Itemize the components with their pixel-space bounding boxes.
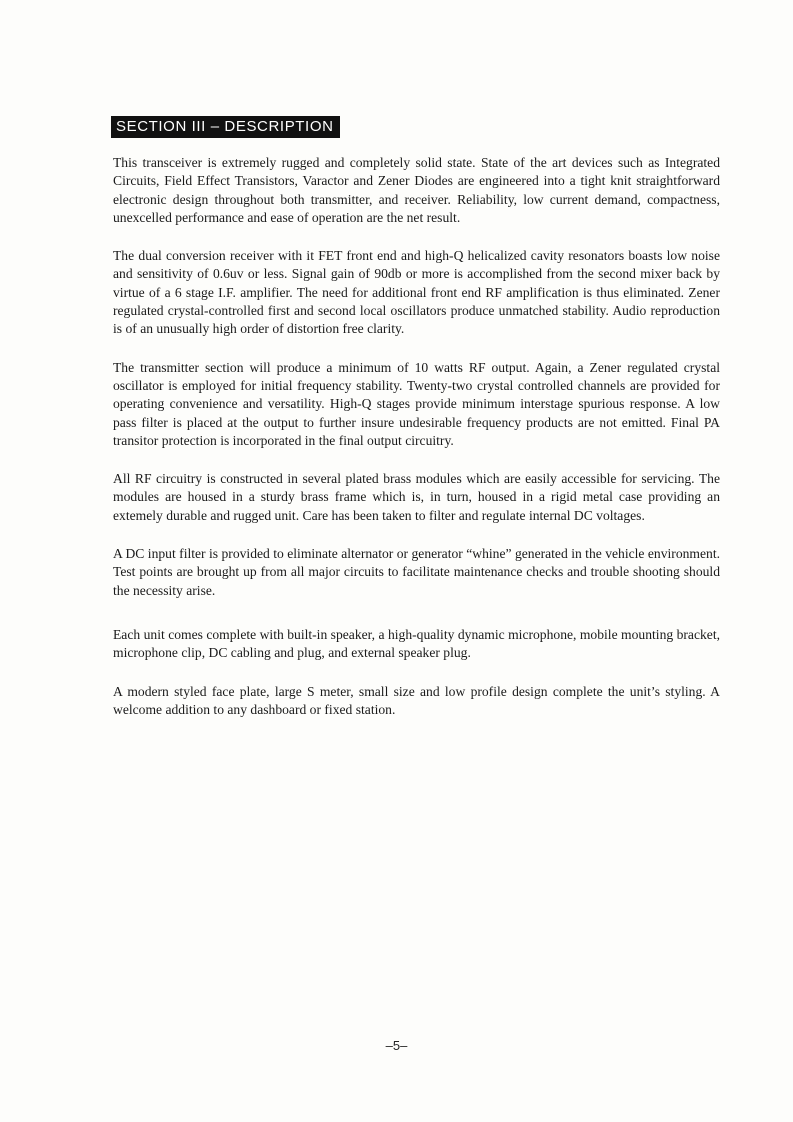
paragraph-styling: A modern styled face plate, large S meter, small size and low profile design complete the unit’s styling. A welcome addition to any dashboard or fixed station. bbox=[113, 683, 720, 717]
paragraph-transmitter: The transmitter section will produce a minimum of 10 watts RF output. Again, a Zener regulated crystal oscillator is employed for initial frequency stability. Twenty-two crystal controlled channels are provided for operating convenience and versatility. High-Q stages provide minimum interstage spurious response. A low pass filter is placed at the output to further insure undesirable frequency products are not emitted. Final PA transitor protection is incorporated in the final output circuitry. bbox=[113, 359, 720, 448]
body-text bbox=[113, 154, 720, 739]
paragraph-receiver: The dual conversion receiver with it FET front end and high-Q helicalized cavity resonators boasts low noise and sensitivity of 0.6uv or less. Signal gain of 90db or more is accomplished from the second mixer back by virtue of a 6 stage I.F. amplifier. The need for additional front end RF amplification is thus eliminated. Zener regulated crystal-controlled first and second local oscillators produce unmatched stability. Audio reproduction is of an unusually high order of distortion free clarity. bbox=[113, 248, 720, 337]
paragraph-dc-filter: A DC input filter is provided to eliminate alternator or generator “whine” generated in the vehicle environment. Test points are brought up from all major circuits to facilitate maintenance checks and trouble shooting should the necessity arise. bbox=[113, 546, 720, 598]
section-heading: SECTION III – DESCRIPTION bbox=[111, 116, 340, 138]
page-number: –5– bbox=[385, 1038, 408, 1053]
paragraph-accessories: Each unit comes complete with built-in speaker, a high-quality dynamic microphone, mobile mounting bracket, microphone clip, DC cabling and plug, and external speaker plug. bbox=[113, 626, 720, 661]
paragraph-rf-circuitry: All RF circuitry is constructed in several plated brass modules which are easily accessible for servicing. The modules are housed in a sturdy brass frame which is, in turn, housed in a rigid metal case providing an extemely durable and rugged unit. Care has been taken to filter and regulate internal DC voltages. bbox=[113, 471, 720, 523]
paragraph-overview: This transceiver is extremely rugged and completely solid state. State of the art devices such as Integrated Circuits, Field Effect Transistors, Varactor and Zener Diodes are engineered into a tight knit straightforward electronic design throughout both transmitter, and receiver. Reliability, low current demand, compactness, unexcelled performance and ease of operation are the net result. bbox=[113, 155, 720, 225]
